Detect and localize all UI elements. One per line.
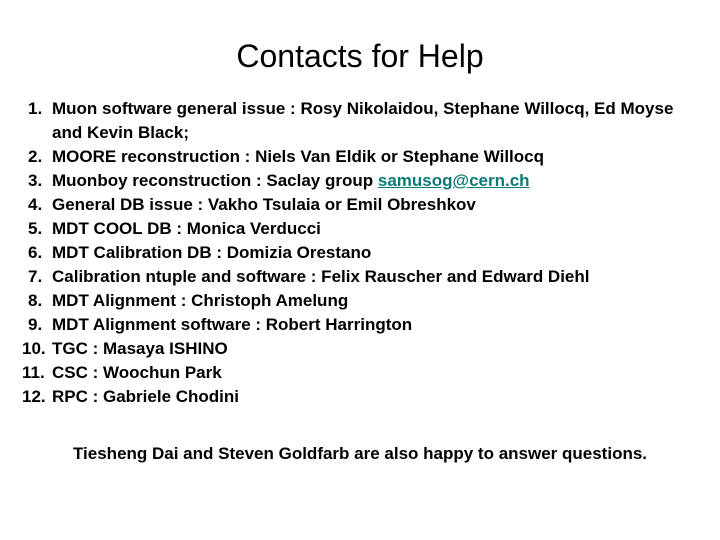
item-text: TGC : Masaya ISHINO <box>52 339 228 358</box>
item-number: 10. <box>22 339 46 358</box>
item-text: Muonboy reconstruction : Saclay group <box>52 171 378 190</box>
item-number: 2. <box>28 147 43 166</box>
list-item <box>22 145 702 169</box>
list-item <box>22 313 702 337</box>
item-number: 9. <box>28 315 43 334</box>
item-text: General DB issue : Vakho Tsulaia or Emil Obreshkov <box>52 195 476 214</box>
item-number: 1. <box>28 99 43 118</box>
item-text: MDT Alignment : Christoph Amelung <box>52 291 349 310</box>
item-number: 8. <box>28 291 43 310</box>
list-item <box>22 97 692 145</box>
item-number: 6. <box>28 243 43 262</box>
list-item <box>22 193 702 217</box>
item-text: MDT Calibration DB : Domizia Orestano <box>52 243 372 262</box>
item-text: Calibration ntuple and software : Felix Rauscher and Edward Diehl <box>52 267 590 286</box>
item-number: 7. <box>28 267 43 286</box>
contact-list <box>22 97 702 409</box>
email-link[interactable]: samusog@cern.ch <box>377 171 530 190</box>
list-item <box>22 385 702 409</box>
item-text: RPC : Gabriele Chodini <box>52 387 240 406</box>
item-text: CSC : Woochun Park <box>52 363 222 382</box>
item-text: MDT Alignment software : Robert Harrington <box>52 315 413 334</box>
list-item <box>22 289 702 313</box>
item-number: 4. <box>28 195 43 214</box>
item-text: Muon software general issue : Rosy Nikolaidou, Stephane Willocq, Ed Moyse and Kevin Black; <box>52 99 674 142</box>
slide-title: Contacts for Help <box>236 38 484 74</box>
list-item <box>22 241 702 265</box>
item-number: 12. <box>22 387 46 406</box>
item-number: 11. <box>22 363 45 382</box>
list-item <box>22 169 702 193</box>
list-item <box>22 217 702 241</box>
list-item <box>22 265 702 289</box>
item-number: 3. <box>28 171 43 190</box>
item-text: MDT COOL DB : Monica Verducci <box>52 219 321 238</box>
item-number: 5. <box>28 219 43 238</box>
item-text: MOORE reconstruction : Niels Van Eldik or Stephane Willocq <box>52 147 544 166</box>
list-item <box>22 337 702 361</box>
footer-note: Tiesheng Dai and Steven Goldfarb are also happy to answer questions. <box>72 444 648 463</box>
list-item <box>22 361 702 385</box>
